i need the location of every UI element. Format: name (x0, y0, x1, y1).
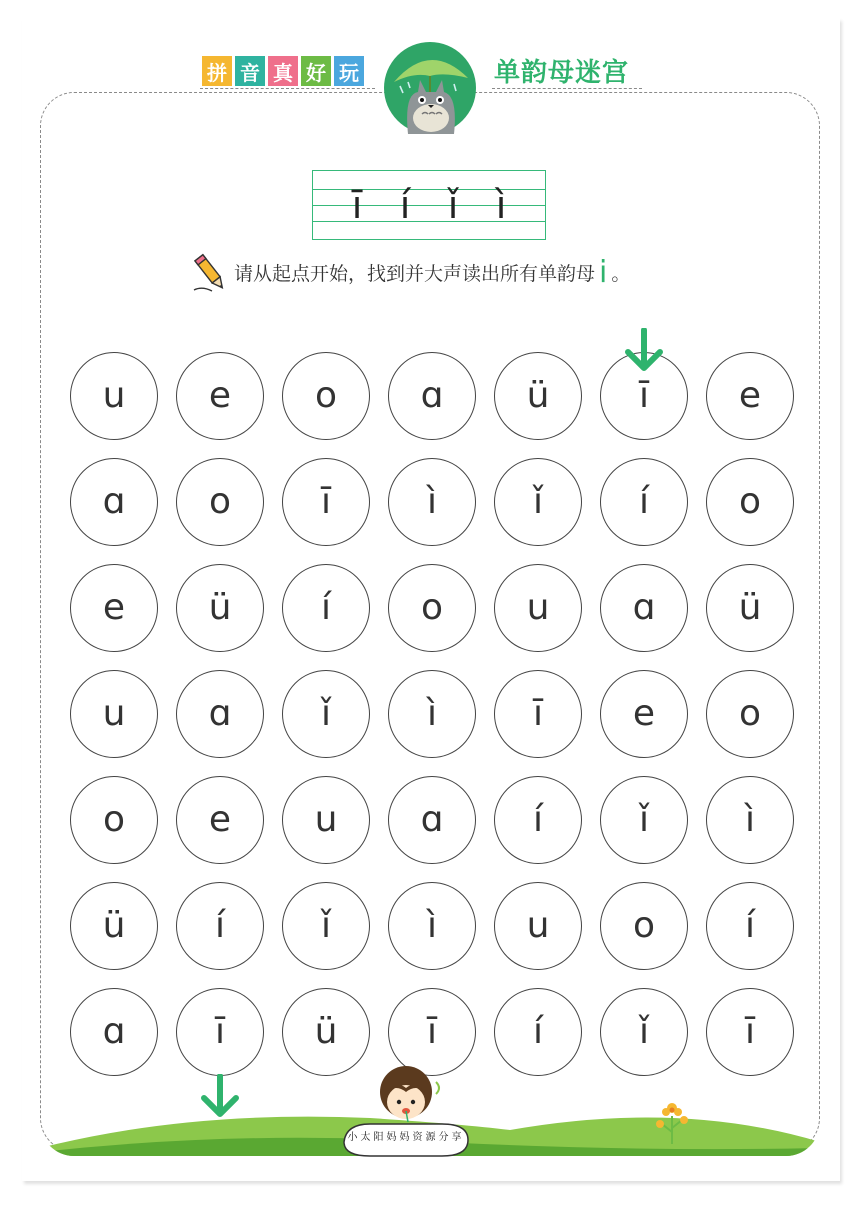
maze-cell[interactable]: í (494, 776, 582, 864)
maze-cell[interactable]: ī (600, 352, 688, 440)
tag-wan: 玩 (334, 56, 364, 86)
tone-vowels (313, 185, 545, 225)
vowel-tone-1: ī (351, 183, 363, 227)
vowel-tone-4: ì (495, 183, 507, 227)
maze-cell[interactable]: ī (388, 988, 476, 1076)
credit-text: 小太阳妈妈资源分享 (347, 1132, 465, 1143)
maze-cell[interactable]: ī (176, 988, 264, 1076)
maze-cell[interactable]: ü (176, 564, 264, 652)
maze-cell[interactable]: o (706, 670, 794, 758)
maze-cell[interactable]: u (494, 882, 582, 970)
maze-cell[interactable]: ǐ (600, 776, 688, 864)
maze-cell[interactable]: ī (706, 988, 794, 1076)
vowel-tone-3: ǐ (447, 183, 459, 227)
vowel-tone-2: í (399, 183, 411, 227)
maze-cell[interactable]: ì (706, 776, 794, 864)
maze-cell[interactable]: í (494, 988, 582, 1076)
maze-cell[interactable]: ü (70, 882, 158, 970)
pencil-icon (190, 250, 230, 294)
maze-cell[interactable]: o (388, 564, 476, 652)
maze-cell[interactable]: ü (282, 988, 370, 1076)
maze-cell[interactable]: e (706, 352, 794, 440)
maze-cell[interactable]: ǐ (494, 458, 582, 546)
maze-cell[interactable]: u (70, 352, 158, 440)
four-line-grid (312, 170, 546, 240)
maze-cell[interactable]: ɑ (388, 776, 476, 864)
maze-cell[interactable]: o (706, 458, 794, 546)
instruction-end: 。 (611, 262, 631, 285)
kid-mascot-icon (336, 1062, 476, 1158)
maze-cell[interactable]: ǐ (282, 882, 370, 970)
maze-cell[interactable]: í (176, 882, 264, 970)
totoro-mascot-icon (384, 42, 476, 134)
tag-pin: 拼 (202, 56, 232, 86)
tag-underline (200, 88, 375, 89)
maze-cell[interactable]: e (176, 776, 264, 864)
maze-cell[interactable]: u (282, 776, 370, 864)
tag-yin: 音 (235, 56, 265, 86)
maze-cell[interactable]: ǐ (600, 988, 688, 1076)
maze-cell[interactable]: í (706, 882, 794, 970)
maze-cell[interactable]: ɑ (600, 564, 688, 652)
instruction-text: 请从起点开始，找到并大声读出所有单韵母 (234, 262, 596, 285)
maze-cell[interactable]: ī (494, 670, 582, 758)
highlight-vowel: i (599, 254, 608, 290)
tag-hao: 好 (301, 56, 331, 86)
tag-zhen: 真 (268, 56, 298, 86)
maze-cell[interactable]: ì (388, 882, 476, 970)
maze-cell[interactable]: e (176, 352, 264, 440)
page-title: 单韵母迷宫 (494, 58, 630, 88)
maze-cell[interactable]: o (600, 882, 688, 970)
maze-cell[interactable]: ī (282, 458, 370, 546)
maze-cell[interactable]: ɑ (70, 458, 158, 546)
maze-cell[interactable]: e (70, 564, 158, 652)
maze-cell[interactable]: ü (494, 352, 582, 440)
maze-cell[interactable]: ì (388, 458, 476, 546)
maze-cell[interactable]: í (600, 458, 688, 546)
maze-cell[interactable]: o (282, 352, 370, 440)
maze-cell[interactable]: u (70, 670, 158, 758)
maze-cell[interactable]: o (176, 458, 264, 546)
maze-cell[interactable]: e (600, 670, 688, 758)
maze-cell[interactable]: í (282, 564, 370, 652)
vowel-maze (70, 352, 794, 1072)
maze-cell[interactable]: ɑ (70, 988, 158, 1076)
instruction (190, 252, 630, 292)
flower-icon (652, 1098, 692, 1146)
maze-cell[interactable]: ü (706, 564, 794, 652)
header (0, 0, 860, 140)
maze-cell[interactable]: ɑ (176, 670, 264, 758)
maze-cell[interactable]: u (494, 564, 582, 652)
series-tags (202, 56, 364, 86)
maze-cell[interactable]: o (70, 776, 158, 864)
maze-cell[interactable]: ɑ (388, 352, 476, 440)
maze-cell[interactable]: ǐ (282, 670, 370, 758)
start-arrow-icon (624, 328, 664, 372)
maze-cell[interactable]: ì (388, 670, 476, 758)
